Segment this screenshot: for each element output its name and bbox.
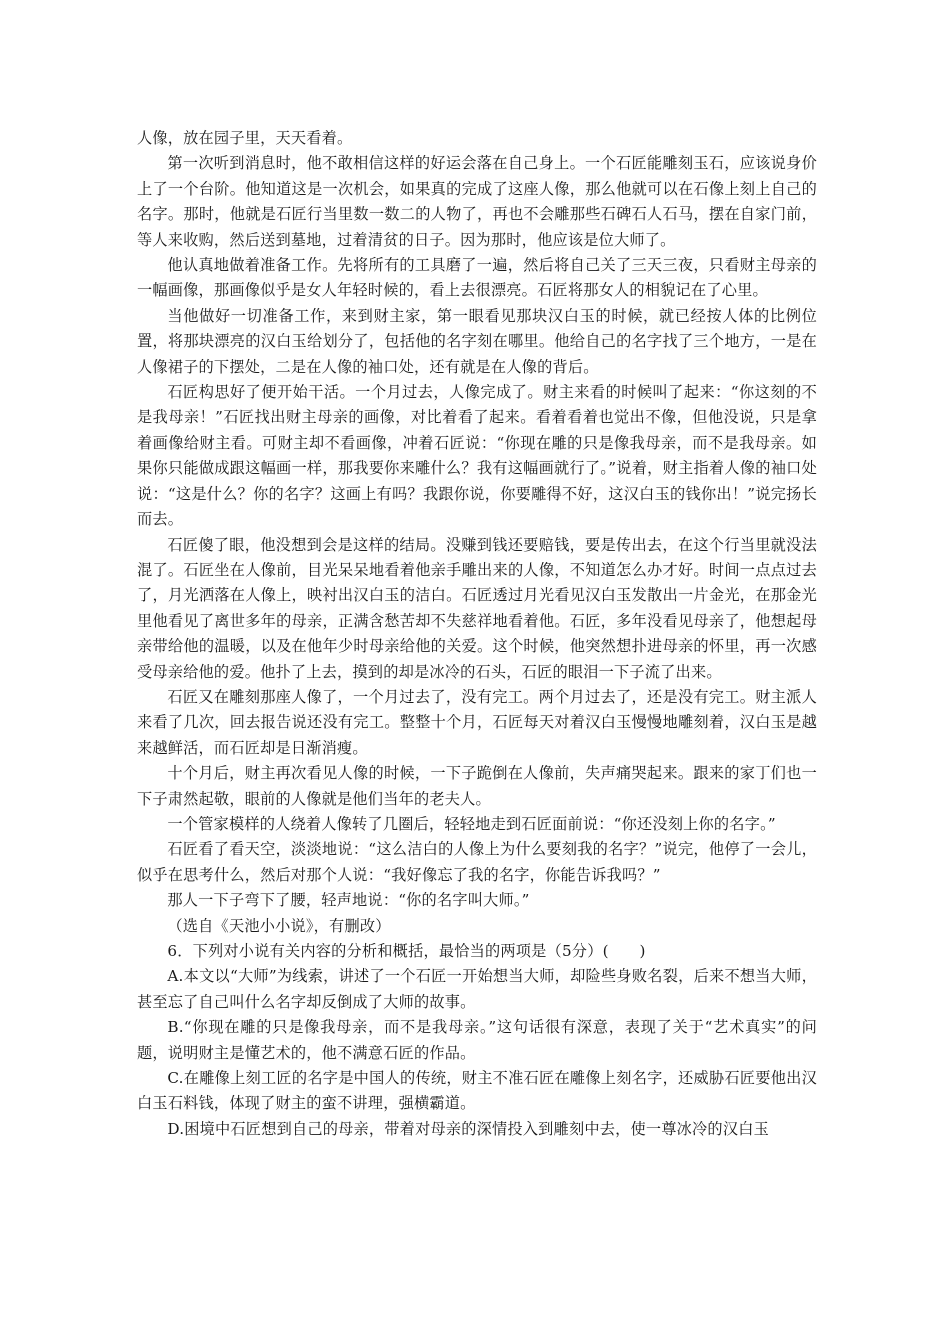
option-d: D.困境中石匠想到自己的母亲，带着对母亲的深情投入到雕刻中去，使一尊冰冷的汉白玉	[167, 1119, 769, 1138]
story-paragraph: 当他做好一切准备工作，来到财主家，第一眼看见那块汉白玉的时候，就已经按人体的比例位置，将那块漂亮的汉白玉给划分了，包括他的名字刻在哪里。他给自己的名字找了三个地方，一是在人像裙子的下摆处，二是在人像的袖口处，还有就是在人像的背后。	[137, 306, 817, 376]
story-paragraph: 石匠又在雕刻那座人像了，一个月过去了，没有完工。两个月过去了，还是没有完工。财主派人来看了几次，回去报告说还没有完工。整整十个月，石匠每天对着汉白玉慢慢地雕刻着，汉白玉是越来越鲜活，而石匠却是日渐消瘦。	[137, 687, 817, 757]
option-b: B.“你现在雕的只是像我母亲，而不是我母亲。”这句话很有深意，表现了关于“艺术真实”的问题，说明财主是懂艺术的，他不满意石匠的作品。	[137, 1018, 817, 1062]
story-paragraph: 十个月后，财主再次看见人像的时候，一下子跪倒在人像前，失声痛哭起来。跟来的家丁们也一下子肃然起敬，眼前的人像就是他们当年的老夫人。	[137, 764, 817, 808]
story-paragraph: 第一次听到消息时，他不敢相信这样的好运会落在自己身上。一个石匠能雕刻玉石，应该说身价上了一个台阶。他知道这是一次机会，如果真的完成了这座人像，那么他就可以在石像上刻上自己的名字。那时，他就是石匠行当里数一数二的人物了，再也不会雕那些石碑石人石马，摆在自家门前，等人来收购，然后送到墓地，过着清贫的日子。因为那时，他应该是位大师了。	[137, 154, 817, 249]
option-c: C.在雕像上刻工匠的名字是中国人的传统，财主不准石匠在雕像上刻名字，还威胁石匠要他出汉白玉石料钱，体现了财主的蛮不讲理，强横霸道。	[137, 1069, 817, 1113]
story-paragraph: 石匠傻了眼，他没想到会是这样的结局。没赚到钱还要赔钱，要是传出去，在这个行当里就没法混了。石匠坐在人像前，目光呆呆地看着他亲手雕出来的人像，不知道怎么办才好。时间一点点过去了，月光洒落在人像上，映衬出汉白玉的洁白。石匠透过月光看见汉白玉发散出一片金光，在那金光里他看见了离世多年的母亲，正满含愁苦却不失慈祥地看着他。石匠，多年没看见母亲了，他想起母亲带给他的温暖，以及在他年少时母亲给他的关爱。这个时候，他突然想扑进母亲的怀里，再一次感受母亲给他的爱。他扑了上去，摸到的却是冰冷的石头，石匠的眼泪一下子流了出来。	[137, 535, 817, 681]
source-citation: （选自《天池小小说》，有删改）	[167, 916, 391, 935]
question-stem: 6．下列对小说有关内容的分析和概括，最恰当的两项是（5分）( )	[167, 942, 646, 960]
story-paragraph: 那人一下子弯下了腰，轻声地说：“你的名字叫大师。”	[167, 891, 530, 910]
story-paragraph: 一个管家模样的人绕着人像转了几圈后，轻轻地走到石匠面前说：“你还没刻上你的名字。”	[167, 814, 776, 833]
option-a: A.本文以“大师”为线索，讲述了一个石匠一开始想当大师，却险些身败名裂，后来不想当大师，甚至忘了自己叫什么名字却反倒成了大师的故事。	[137, 967, 817, 1011]
story-paragraph: 他认真地做着准备工作。先将所有的工具磨了一遍，然后将自己关了三天三夜，只看财主母亲的一幅画像，那画像似乎是女人年轻时候的，看上去很漂亮。石匠将那女人的相貌记在了心里。	[137, 256, 817, 300]
story-paragraph: 石匠构思好了便开始干活。一个月过去，人像完成了。财主来看的时候叫了起来：“你这刻的不是我母亲！”石匠找出财主母亲的画像，对比着看了起来。看着看着也觉出不像，但他没说，只是拿着画像给财主看。可财主却不看画像，冲着石匠说：“你现在雕的只是像我母亲，而不是我母亲。如果你只能做成跟这幅画一样，那我要你来雕什么？我有这幅画就行了。”说着，财主指着人像的袖口处说：“这是什么？你的名字？这画上有吗？我跟你说，你要雕得不好，这汉白玉的钱你出！”说完扬长而去。	[137, 383, 817, 529]
document-page	[137, 126, 817, 1142]
story-paragraph: 人像，放在园子里，天天看着。	[137, 129, 353, 147]
story-paragraph: 石匠看了看天空，淡淡地说：“这么洁白的人像上为什么要刻我的名字？”说完，他停了一会儿，似乎在思考什么，然后对那个人说：“我好像忘了我的名字，你能告诉我吗？”	[137, 840, 817, 884]
